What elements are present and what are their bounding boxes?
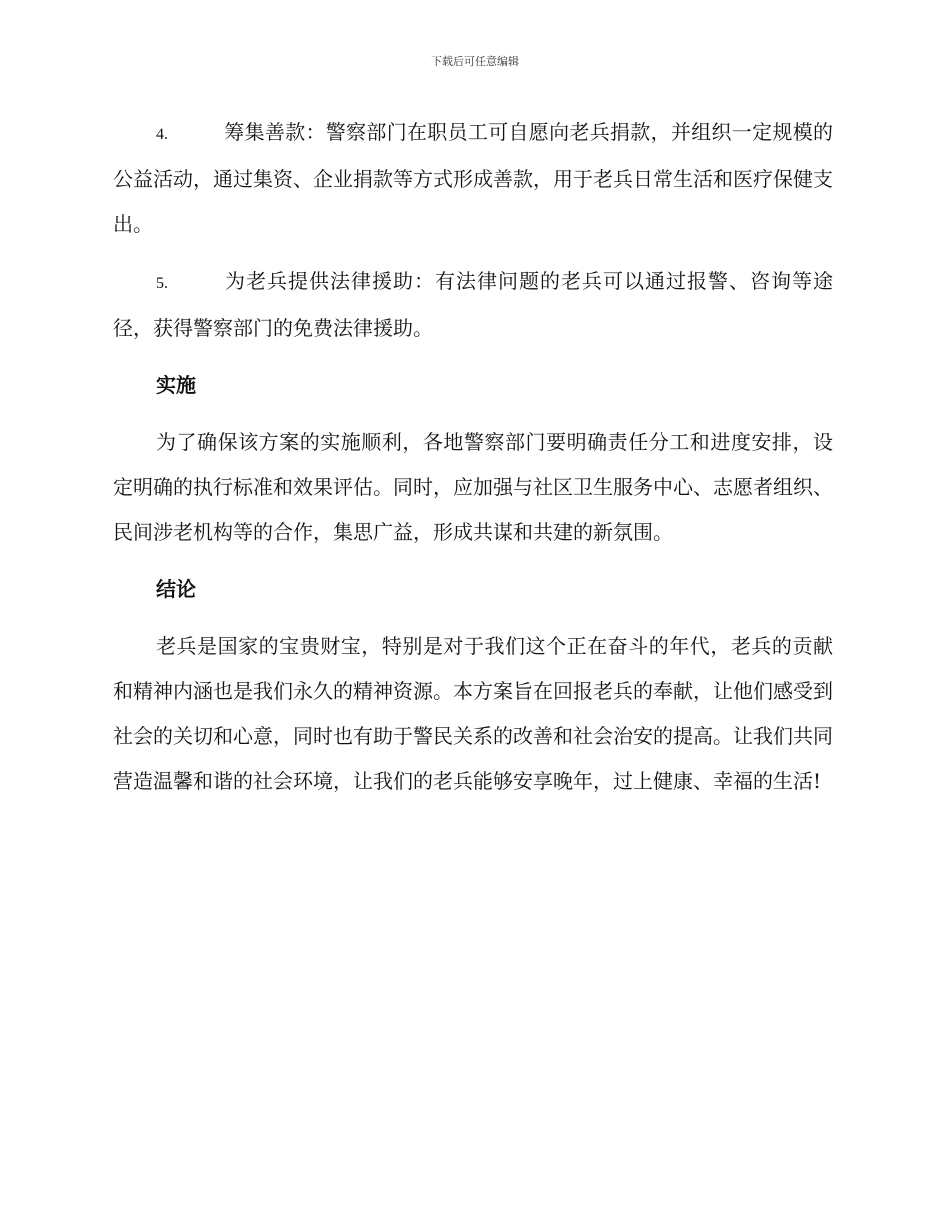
- list-item-number: 4.: [156, 126, 168, 143]
- list-item-text: 筹集善款：警察部门在职员工可自愿向老兵捐款，并组织一定规模的公益活动，通过集资、企业捐款等方式形成善款，用于老兵日常生活和医疗保健支出。: [113, 120, 833, 236]
- section-heading-implementation: 实施: [156, 373, 196, 397]
- list-item-5: [113, 259, 833, 351]
- page-header: 下载后可任意编辑: [431, 55, 519, 68]
- document-body: [113, 110, 833, 804]
- list-item-number: 5.: [156, 275, 168, 292]
- list-item-text: 为老兵提供法律援助：有法律问题的老兵可以通过报警、咨询等途径，获得警察部门的免费法律援助。: [113, 269, 833, 340]
- section-heading-conclusion: 结论: [156, 577, 196, 601]
- conclusion-paragraph: 老兵是国家的宝贵财宝，特别是对于我们这个正在奋斗的年代，老兵的贡献和精神内涵也是我们永久的精神资源。本方案旨在回报老兵的奉献，让他们感受到社会的关切和心意，同时也有助于警民关系的改善和社会治安的提高。让我们共同营造温馨和谐的社会环境，让我们的老兵能够安享晚年，过上健康、幸福的生活!: [113, 634, 833, 793]
- list-item-4: [113, 110, 833, 247]
- implementation-paragraph: 为了确保该方案的实施顺利，各地警察部门要明确责任分工和进度安排，设定明确的执行标准和效果评估。同时，应加强与社区卫生服务中心、志愿者组织、民间涉老机构等的合作，集思广益，形成共谋和共建的新氛围。: [113, 430, 833, 544]
